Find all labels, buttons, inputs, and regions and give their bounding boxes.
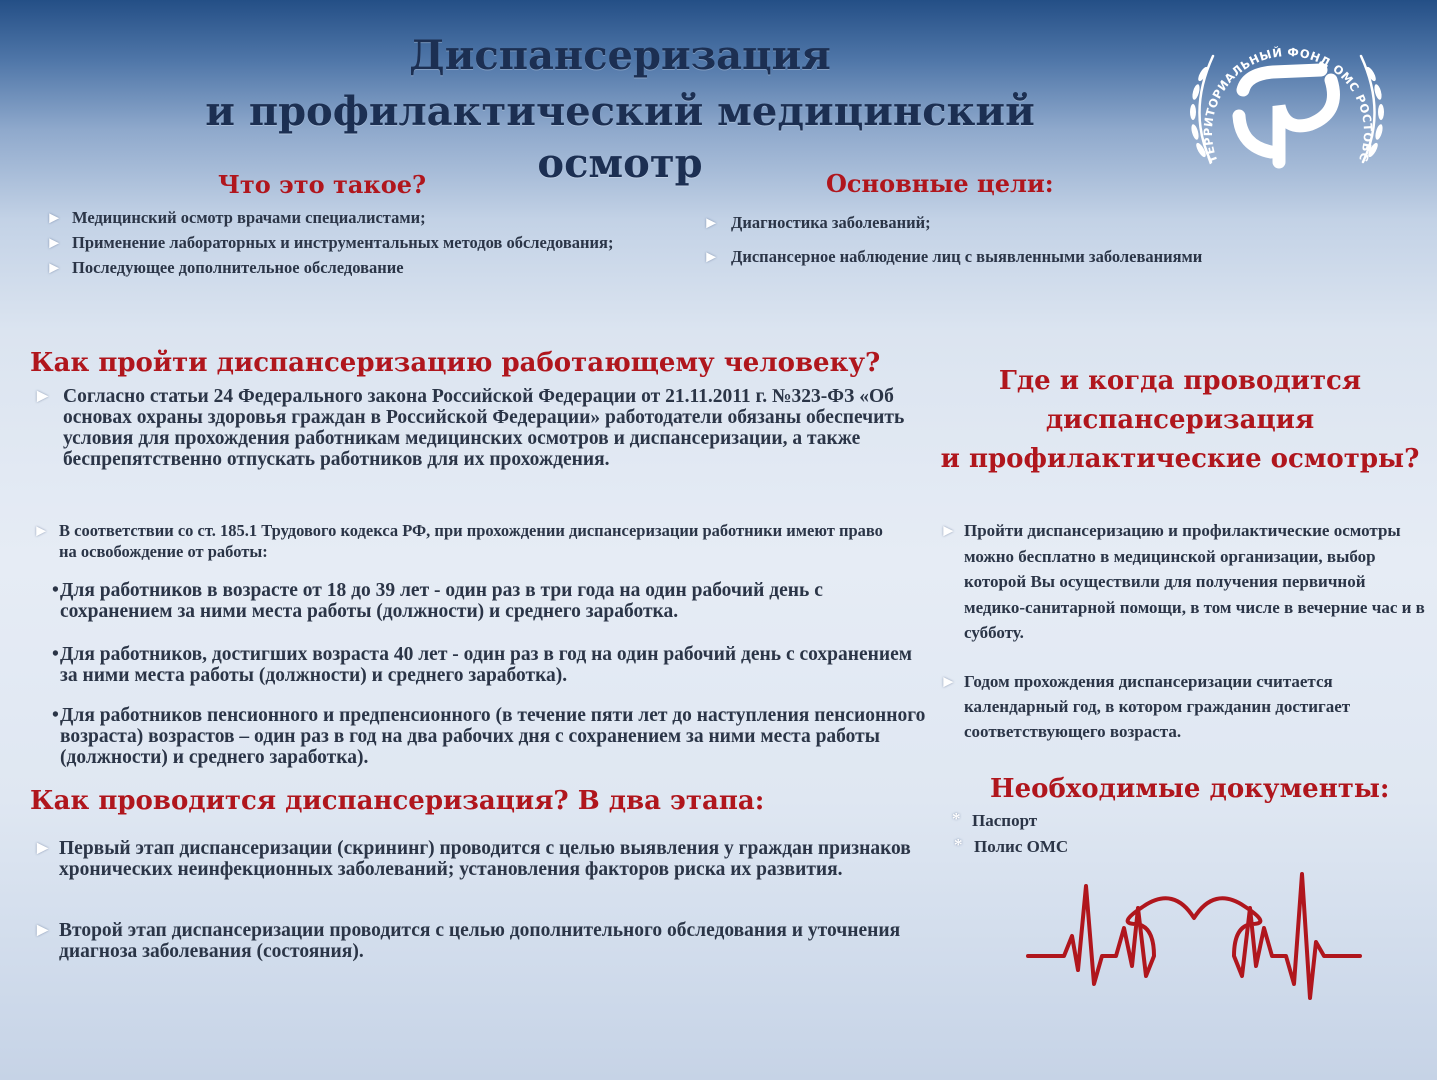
- what-list: [46, 205, 626, 280]
- docs-list: [952, 808, 1252, 860]
- triangle-bullet-icon: ►: [33, 920, 53, 941]
- triangle-bullet-icon: ►: [33, 521, 50, 540]
- docs-heading: Необходимые документы:: [990, 774, 1390, 804]
- list-item: • Для работников, достигших возраста 40 лет - один раз в год на один рабочий день с сохранением за ними места работы (должности) и среднего заработка).: [52, 644, 913, 686]
- asterisk-bullet-icon: *: [952, 809, 961, 828]
- list-item: ► Согласно статьи 24 Федерального закона Российской Федерации от 21.11.2011 г. №323-ФЗ «Об основах охраны здоровья граждан в Российской Федерации» работодатели обязаны обеспечить условия для прохождения работникам медицинских осмотров и диспансеризации, а также беспрепятственно отпускать работников для их прохождения.: [33, 386, 905, 470]
- list-item: ► Второй этап диспансеризации проводится с целью дополнительного обследования и уточнения диагноза заболевания (состояния).: [33, 920, 901, 962]
- what-heading: Что это такое?: [218, 170, 427, 199]
- where-list-2: [940, 669, 1425, 744]
- triangle-bullet-icon: ►: [33, 838, 53, 859]
- list-item: * Полис ОМС: [952, 834, 1252, 860]
- list-item: • Для работников пенсионного и предпенсионного (в течение пяти лет до наступления пенсионного возраста) возрастов – один раз в год на два рабочих дня с сохранением за ними места работы (должности) и среднего заработка).: [52, 705, 926, 768]
- list-item: ► Диагностика заболеваний;: [703, 208, 1223, 238]
- list-item: * Паспорт: [952, 808, 1252, 834]
- goals-list: [703, 208, 1223, 272]
- where-list: [940, 518, 1425, 646]
- triangle-bullet-icon: ►: [33, 386, 53, 407]
- exemption-list: [52, 580, 932, 622]
- list-item: • Для работников в возрасте от 18 до 39 лет - один раз в три года на один рабочий день с сохранением за ними места работы (должности) и среднего заработка.: [52, 580, 823, 622]
- page-title-line1: Диспансеризация: [409, 32, 831, 79]
- list-item: ► Применение лабораторных и инструментальных методов обследования;: [46, 230, 626, 255]
- dot-bullet-icon: •: [52, 580, 59, 601]
- stages-heading: Как проводится диспансеризация? В два этапа:: [30, 786, 765, 816]
- page-title-line2: и профилактический медицинский осмотр: [205, 88, 1035, 187]
- triangle-bullet-icon: ►: [940, 521, 957, 540]
- exemption-list-2: [52, 644, 932, 686]
- list-item: ► Медицинский осмотр врачами специалистами;: [46, 205, 626, 230]
- oms-fund-logo-icon: [1181, 12, 1393, 212]
- triangle-bullet-icon: ►: [46, 258, 63, 277]
- list-item: ► Диспансерное наблюдение лиц с выявленными заболеваниями: [703, 242, 1223, 272]
- list-item: ► Пройти диспансеризацию и профилактические осмотры можно бесплатно в медицинской организации, выбор которой Вы осуществили для получения первичной медико-санитарной помощи, в том числе в вечерние час и в субботу.: [940, 518, 1425, 646]
- triangle-bullet-icon: ►: [940, 672, 957, 691]
- dot-bullet-icon: •: [52, 644, 59, 665]
- triangle-bullet-icon: ►: [703, 247, 720, 266]
- list-item: ► Последующее дополнительное обследование: [46, 255, 626, 280]
- heartbeat-heart-icon: [1024, 866, 1364, 1006]
- stages-list: [33, 838, 933, 880]
- triangle-bullet-icon: ►: [46, 208, 63, 227]
- list-item: ► Первый этап диспансеризации (скрининг) проводится с целью выявления у граждан признаков хронических неинфекционных заболеваний; установления факторов риска их развития.: [33, 838, 911, 880]
- exemption-list-3: [52, 705, 932, 768]
- where-heading: Где и когда проводится диспансеризация и профилактические осмотры?: [940, 366, 1420, 474]
- triangle-bullet-icon: ►: [46, 233, 63, 252]
- list-item: ► В соответствии со ст. 185.1 Трудового кодекса РФ, при прохождении диспансеризации работники имеют право на освобождение от работы:: [33, 521, 883, 561]
- asterisk-bullet-icon: *: [954, 835, 963, 854]
- svg-text:ТЕРРИТОРИАЛЬНЫЙ ФОНД ОМС РОСТО: ТЕРРИТОРИАЛЬНЫЙ ФОНД ОМС РОСТОВС: [1200, 44, 1376, 166]
- stages-list-2: [33, 920, 933, 962]
- list-item: ► Годом прохождения диспансеризации считается календарный год, в котором гражданин достигает соответствующего возраста.: [940, 669, 1425, 744]
- working-list-2: [33, 520, 893, 562]
- working-heading: Как пройти диспансеризацию работающему человеку?: [30, 348, 881, 378]
- dot-bullet-icon: •: [52, 705, 59, 726]
- triangle-bullet-icon: ►: [703, 213, 720, 232]
- working-list: [33, 386, 913, 470]
- goals-heading: Основные цели:: [826, 169, 1054, 198]
